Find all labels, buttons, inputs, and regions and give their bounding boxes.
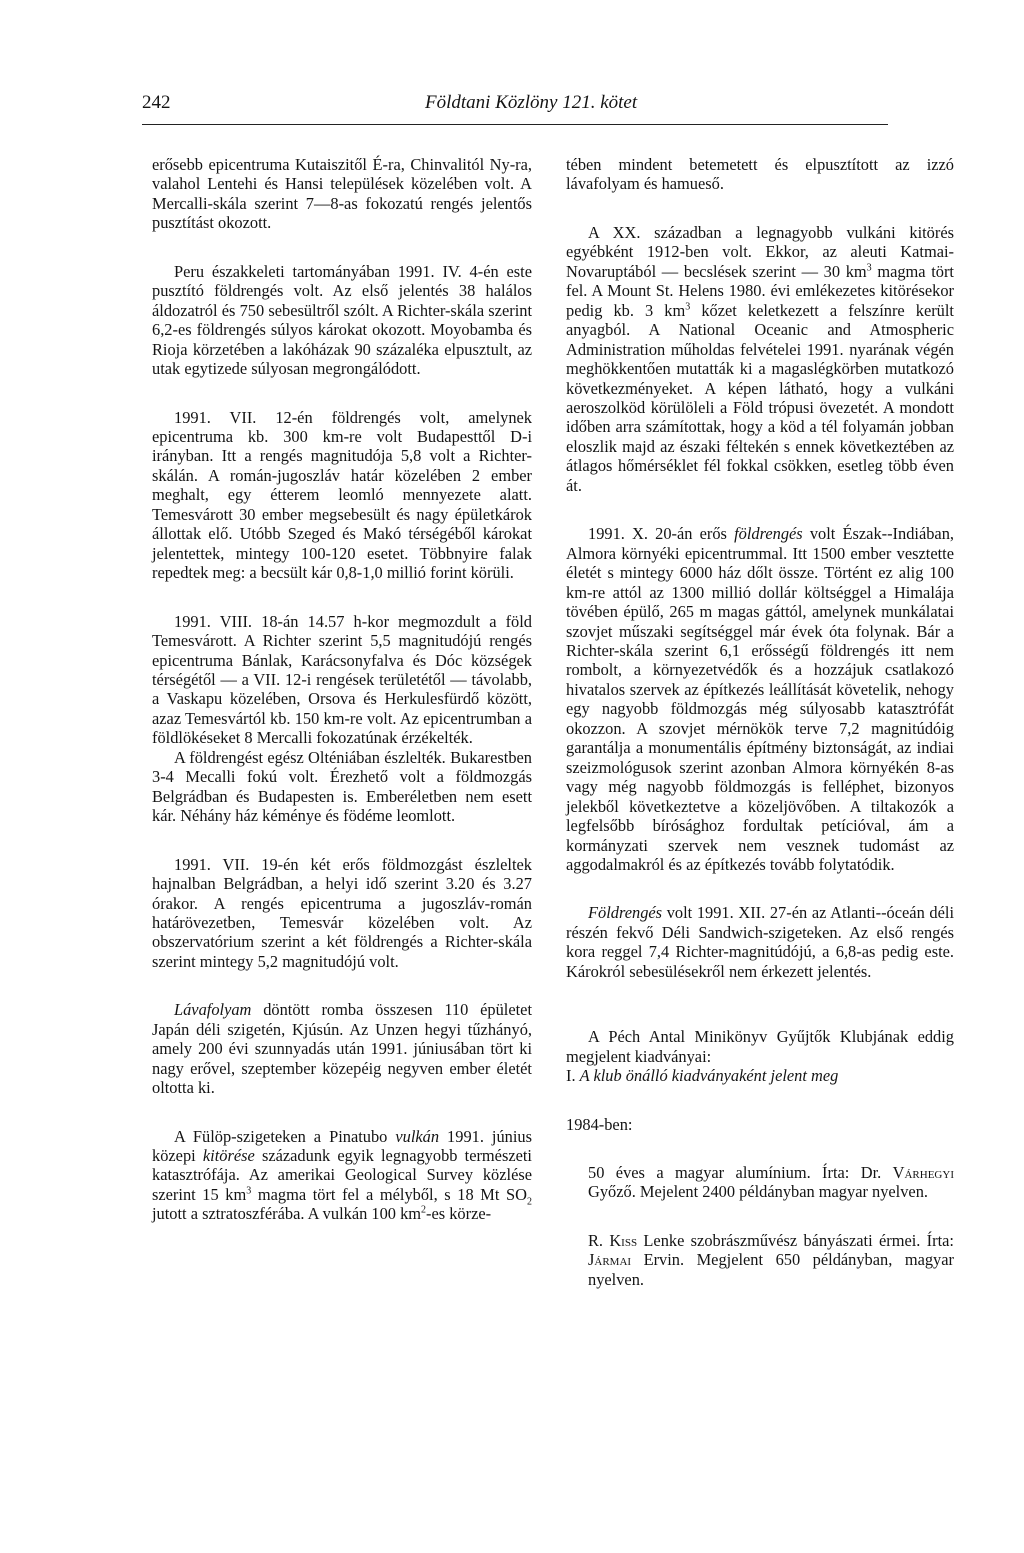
paragraph-peru-quake: Peru északkeleti tartományában 1991. IV. 4-én este pusztító földrengés volt. Az első jelentés 38 halálos áldozatról és 750 sebesültről szólt. A Richter-skála szerint 6,2-es földrengés súlyos károkat okozott. Moyobamba és Rioja körzetében a lakóházak 90 százaléka elpusztult, az utak egytizede súlyosan megrongálódott.	[152, 261, 532, 379]
paragraph-sandwich-islands: Földrengés volt 1991. XII. 27-én az Atlanti--óceán déli részén fekvő Déli Sandwich-szigeteken. Az első rengés kora reggel 7,4 Richter-magnitúdójú, a 6,8-as pedig este. Károkról sebesülésekről nem érkezett jelentés.	[566, 903, 954, 981]
left-column	[152, 155, 532, 1253]
lava-term: Lávafolyam	[174, 1000, 252, 1020]
paragraph-unzen-lava: Lávafolyam döntött romba összesen 110 épületet Japán déli szigetén, Kjúsún. Az Unzen hegyi tűzhányó, amely 200 évi szunnyadás után 1991. júniusában tört ki nagy erővel, szeptember közepéig negyven ember életét oltotta ki.	[152, 1000, 532, 1098]
paragraph-pinatubo-cont: tében mindent betemetett és elpusztított az izzó lávafolyam és hamueső.	[566, 155, 954, 194]
paragraph-1991-july-19: 1991. VII. 19-én két erős földmozgást észleltek hajnalban Belgrádban, a helyi idő szerint 3.20 és 3.27 órakor. A rengés epicentruma a jugoszláv-román határövezetben, Temesvár közelében volt. Az obszervatórium szerint a két földrengés a Richter-skála szerint mintegy 5,2 magnitudójú volt.	[152, 854, 532, 971]
paragraph-1991-july-12: 1991. VII. 12-én földrengés volt, amelynek epicentruma kb. 300 km-re volt Budapesttől D-i irányban. Itt a rengés magnitudója 5,8 volt a Richter-skálán. A román-jugoszláv határ közelében 2 ember meghalt, egy étterem leomló mennyezete alatt. Temesvárott 30 ember megsebesült és nagy épületkárok állottak elő. Utóbb Szeged és Makó térségéből károkat jelentettek, mintegy 100-120 esetet. Többnyire falak repedtek meg: a becsült kár 0,8-1,0 millió forint körüli.	[152, 407, 532, 583]
right-column	[566, 155, 954, 1318]
header-rule	[142, 124, 888, 125]
page-number: 242	[142, 92, 171, 113]
paragraph-club-intro: A Péch Antal Minikönyv Gyűjtők Klubjának eddig megjelent kiadványai:	[566, 1027, 954, 1066]
list-item-aluminium: 50 éves a magyar alumínium. Írta: Dr. Várhegyi Győző. Mejelent 2400 példányban magyar nyelven.	[588, 1163, 954, 1202]
list-heading-i: I. A klub önálló kiadványaként jelent meg	[566, 1066, 839, 1086]
paragraph-1991-aug-18: 1991. VIII. 18-án 14.57 h-kor megmozdult a föld Temesvárott. A Richter szerint 5,5 magnitudójú rengés epicentruma Bánlak, Karácsonyfalva és Dóc községek térségétől — a VII. 12-i rengések területétől — távolabb, a Vaskapu közelében, Orsova és Herkulesfürdő között, azaz Temesvártól kb. 150 km-re volt. Az epicentrumban a földlökéseket 8 Mercalli fokozatúnak érzékelték.	[152, 611, 532, 748]
paragraph-india-quake: 1991. X. 20-án erős földrengés volt Észak--Indiában, Almora környéki epicentrummal. Itt 1500 ember vesztette életét s mintegy 6000 ház dőlt össze. Történt ez alig 100 km-re attól az 1300 millió dollár költséggel a Himalája tövében épülő, 265 m magas gáttól, amelynek munkálatai szovjet műszaki segítséggel már évek óta folynak. Bár a Richter-skála szerint 6,1 erősségű földrengés itt nem rombolt, a környezetvédők és a hozzájuk csatlakozó hivatalos szervek az építkezés leállítását követelik, nehogy egy nagyobb földmozgás még súlyosabb katasztrófát okozzon. A szovjet mérnökök terve 7,2 magnitúdóig garantálja a monumentális építmény biztonságát, az indiai szeizmológusok szerint azonban Almora környékén 8-as vagy még nagyobb földmozgás is felléphet, bizonyos jelekből következtetve a közeljövőben. A tiltakozók a legfelsőbb bírósághoz fordultak petícióval, ám a kormányzati szervek nem vesznek tudomást az aggodalmakról és az építkezés tovább folytatódik.	[566, 524, 954, 874]
paragraph-pinatubo: A Fülöp-szigeteken a Pinatubo vulkán 1991. június közepi kitörése századunk egyik legnagyobb természeti katasztrófája. Az amerikai Geological Survey közlése szerint 15 $km^3$ magma tört fel a mélyből, s 18 Mt $SO_2$ jutott a sztratoszférába. A vulkán 100 $km^2-es$ körze-	[152, 1126, 533, 1224]
page-header	[142, 92, 888, 122]
paragraph-georgia-quake: erősebb epicentruma Kutaiszitől É-ra, Chinvalitól Ny-ra, valahol Lentehi és Hansi települések közelében volt. A Mercalli-skála szerint 7—8-as fokozatú rengés jelentős pusztítást okozott.	[152, 155, 532, 233]
paragraph-katmai: A XX. században a legnagyobb vulkáni kitörés egyébként 1912-ben volt. Ekkor, az aleuti Katmai-Novaruptából — becslések szerint — 30 $km^3$ magma tört fel. A Mount St. Helens 1980. évi emlékezetes kitörésekor pedig kb. 3 $km^3$ kőzet keletkezett a felszínre került anyagból. A National Oceanic and Atmospheric Administration műholdas felvételei 1991. nyarának végén meghökkentően mutatták ki a magaslégkörben mutatkozó következményeket. A képen látható, hogy a vulkáni aeroszolköd körülöleli a Föld trópusi övezetét. A mondott időben arra számítottak, hogy a köd a tél folyamán jobban eloszlik majd az északi féltekén s ennek következtében az átlagos hőmérséklet fél fokkal csökken, esetleg több éven át.	[566, 222, 954, 495]
paragraph-oltenia: A földrengést egész Olténiában észlelték. Bukarestben 3-4 Mecalli fokú volt. Érezhető volt a földmozgás Belgrádban és Budapesten is. Emberéletben nem esett kár. Néhány ház kéménye és födéme leomlott.	[152, 747, 532, 826]
running-title: Földtani Közlöny 121. kötet	[425, 92, 638, 113]
year-heading: 1984-ben:	[566, 1114, 633, 1134]
list-item-kiss-lenke: R. Kiss Lenke szobrászművész bányászati érmei. Írta: Jármai Ervin. Megjelent 650 példányban, magyar nyelven.	[588, 1230, 954, 1289]
